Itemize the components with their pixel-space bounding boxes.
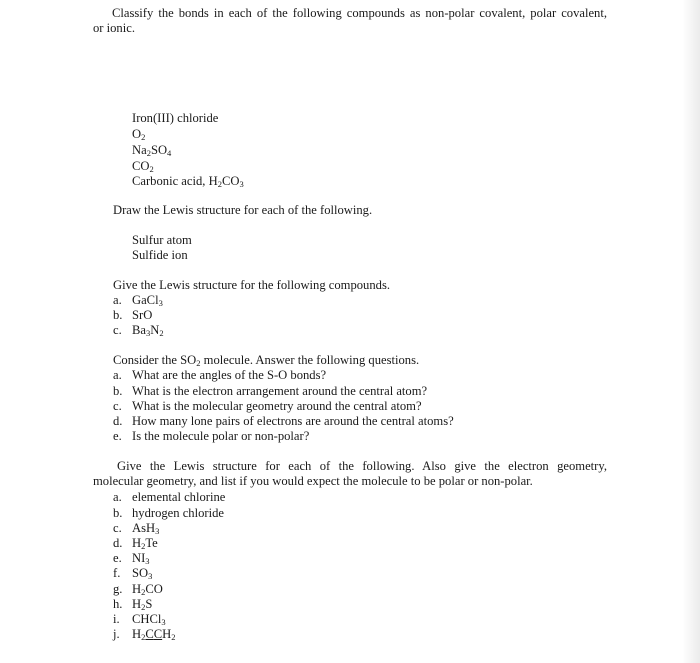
section5-item-c: c. AsH$_3$ xyxy=(113,521,160,536)
section1-item-iron-chloride: Iron(III) chloride xyxy=(132,111,219,125)
section5-item-e: e. $NI_3$ xyxy=(113,551,150,566)
section4-item-b: b. What is the electron arrangement around the central atom? xyxy=(113,384,428,398)
section5-item-f: f. $SO_3$ xyxy=(113,566,153,581)
section4-item-a: a. What are the angles of the S-O bonds? xyxy=(113,368,327,382)
section4-item-e: e. Is the molecule polar or non-polar? xyxy=(113,429,310,443)
page-edge-shadow xyxy=(682,0,700,663)
section5-item-i: i. CHCl$_3$ xyxy=(113,612,166,627)
section3-item-sro: b. SrO xyxy=(113,308,153,322)
section5-item-j: j. $H_2CCH_2$ xyxy=(113,627,176,642)
section2-item-sulfur-atom: Sulfur atom xyxy=(132,233,192,247)
section1-item-o2: $O_2$ xyxy=(132,127,146,142)
section5-item-a: a. elemental chlorine xyxy=(113,490,226,504)
section1-item-co2: $CO_2$ xyxy=(132,159,154,174)
section3-item-ba3n2: c. $Ba_3N_2$ xyxy=(113,323,164,338)
section1-item-carbonic-acid: Carbonic acid, $H_2CO_3$ xyxy=(132,174,244,189)
section1-item-na2so4: $Na_2SO_4$ xyxy=(132,143,172,158)
section2-item-sulfide-ion: Sulfide ion xyxy=(132,248,188,262)
section5-intro-line1: Give the Lewis structure for each of the following. Also give the electron geometry, xyxy=(117,459,607,473)
section4-item-d: d. How many lone pairs of electrons are around the central atoms? xyxy=(113,414,454,428)
section5-item-b: b. hydrogen chloride xyxy=(113,506,224,520)
section5-intro-line2: molecular geometry, and list if you would expect the molecule to be polar or non-polar. xyxy=(93,474,533,488)
section1-intro-line2: or ionic. xyxy=(93,21,135,35)
section3-item-gacl3: a. GaCl$_3$ xyxy=(113,293,163,308)
section3-intro: Give the Lewis structure for the following compounds. xyxy=(113,278,391,292)
section4-intro: Consider the $SO_2$ molecule. Answer the following questions. xyxy=(113,353,420,368)
section2-intro: Draw the Lewis structure for each of the following. xyxy=(113,203,373,217)
section5-item-d: d. $H_2Te$ xyxy=(113,536,158,551)
section1-intro-line1: Classify the bonds in each of the following compounds as non-polar covalent, polar covalent, xyxy=(112,6,607,20)
section5-item-g: g. $H_2CO$ xyxy=(113,582,163,597)
section4-item-c: c. What is the molecular geometry around the central atom? xyxy=(113,399,422,413)
section5-item-h: h. $H_2S$ xyxy=(113,597,153,612)
